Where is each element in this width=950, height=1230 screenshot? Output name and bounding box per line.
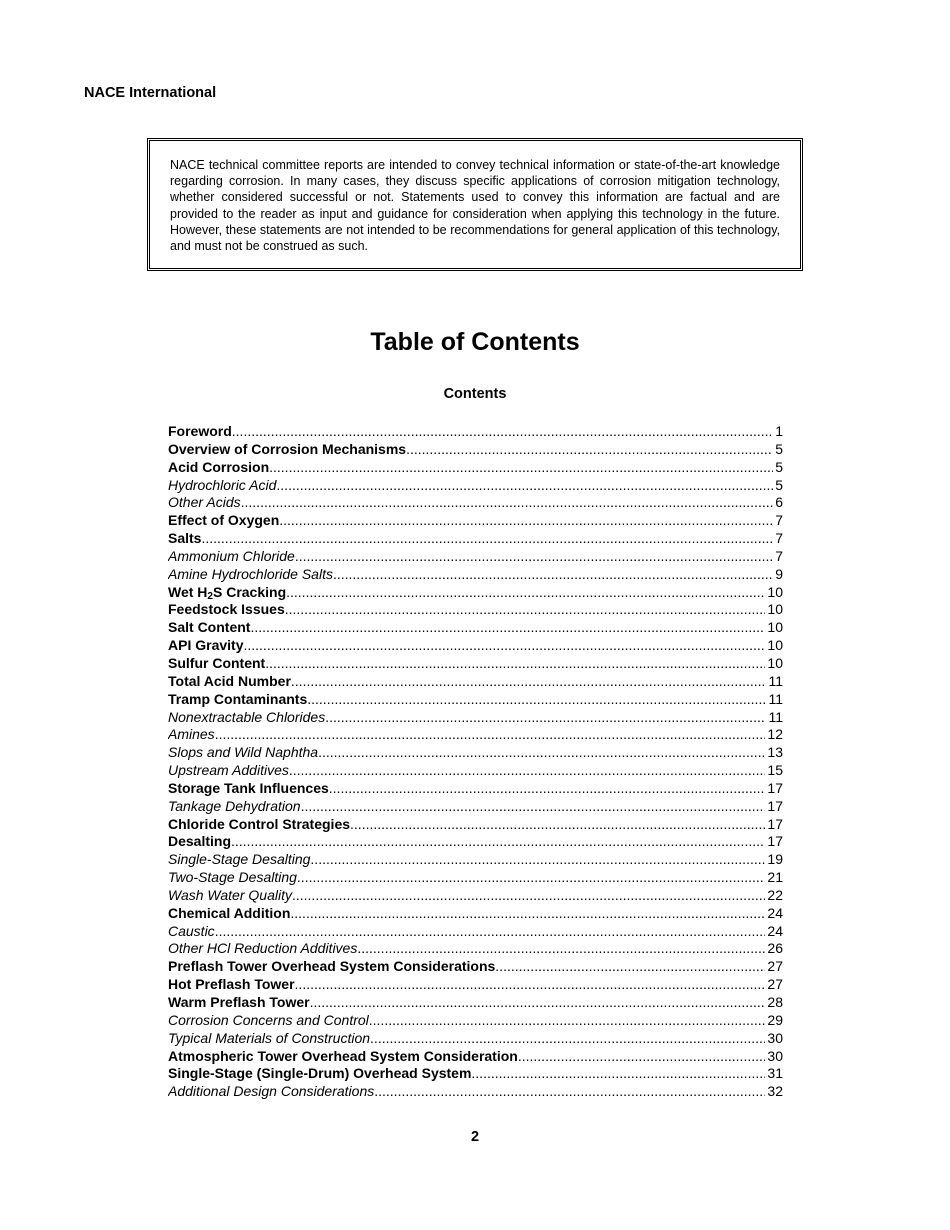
toc-entry-page: 15 [767, 762, 783, 779]
toc-entry-page: 9 [775, 565, 783, 582]
toc-entry[interactable] [168, 798, 783, 816]
toc-dot-leader [291, 673, 767, 691]
toc-entry-title[interactable]: Wash Water Quality [168, 886, 292, 903]
toc-entry-title[interactable]: API Gravity [168, 637, 244, 654]
toc-dot-leader [471, 1065, 765, 1083]
toc-dot-leader [329, 780, 766, 798]
toc-entry[interactable] [168, 940, 783, 958]
toc-entry-title[interactable]: Foreword [168, 423, 232, 439]
toc-dot-leader [269, 459, 773, 477]
toc-entry-title[interactable] [168, 584, 286, 602]
toc-dot-leader [333, 566, 773, 584]
toc-entry-page: 17 [767, 833, 783, 850]
toc-dot-leader [265, 655, 765, 673]
toc-entry-title[interactable]: Other Acids [168, 494, 241, 511]
toc-entry[interactable] [168, 477, 783, 495]
toc-dot-leader [310, 851, 765, 869]
toc-dot-leader [297, 869, 766, 887]
toc-dot-leader [243, 637, 765, 655]
toc-entry[interactable] [168, 780, 783, 798]
toc-dot-leader [276, 477, 773, 495]
toc-entry[interactable] [168, 1065, 783, 1083]
organization-header: NACE International [84, 85, 217, 101]
toc-entry-title[interactable]: Acid Corrosion [168, 458, 270, 475]
toc-entry[interactable] [168, 655, 783, 673]
toc-dot-leader [290, 905, 765, 923]
toc-dot-leader [310, 994, 766, 1012]
toc-entry-page: 31 [767, 1065, 783, 1082]
toc-entry-title[interactable]: Hydrochloric Acid [168, 476, 277, 493]
table-of-contents [168, 423, 783, 1101]
toc-entry-title[interactable]: Sulfur Content [168, 654, 266, 671]
toc-entry[interactable] [168, 958, 783, 976]
toc-entry[interactable] [168, 494, 783, 512]
toc-entry-page: 17 [767, 779, 783, 796]
toc-entry-page: 7 [775, 512, 783, 529]
toc-entry-title[interactable]: Single-Stage Desalting [168, 851, 311, 868]
toc-entry-page: 29 [767, 1011, 783, 1028]
toc-entry-page: 11 [768, 708, 783, 725]
toc-entry-title[interactable]: Storage Tank Influences [168, 779, 329, 796]
toc-entry[interactable] [168, 673, 783, 691]
toc-entry-title[interactable]: Single-Stage (Single-Drum) Overhead System [168, 1065, 472, 1082]
toc-entry[interactable] [168, 923, 783, 941]
toc-entry-page: 5 [775, 440, 783, 457]
toc-entry-page: 19 [767, 851, 783, 868]
toc-dot-leader [325, 709, 766, 727]
toc-dot-leader [518, 1048, 766, 1066]
toc-entry-title[interactable]: Tankage Dehydration [168, 797, 301, 814]
toc-entry-page: 5 [775, 476, 783, 493]
toc-dot-leader [285, 601, 766, 619]
toc-entry[interactable] [168, 512, 783, 530]
toc-dot-leader [215, 726, 766, 744]
toc-entry[interactable] [168, 833, 783, 851]
toc-dot-leader [495, 958, 765, 976]
toc-entry[interactable] [168, 851, 783, 869]
toc-entry-page: 17 [767, 797, 783, 814]
toc-entry-title[interactable]: Effect of Oxygen [168, 512, 280, 529]
toc-entry-page: 28 [767, 994, 783, 1010]
toc-entry-page: 11 [768, 690, 783, 707]
toc-entry-page: 10 [767, 601, 783, 618]
toc-entry[interactable] [168, 1030, 783, 1048]
toc-heading: Contents [443, 386, 507, 402]
page-number: 2 [470, 1129, 480, 1145]
toc-dot-leader [295, 976, 766, 994]
toc-entry-title[interactable]: Salts [168, 530, 202, 547]
toc-entry-page: 17 [767, 815, 783, 832]
toc-entry-title[interactable]: Hot Preflash Tower [168, 976, 295, 993]
toc-dot-leader [318, 744, 765, 762]
toc-entry-title-part: Wet H [168, 583, 208, 600]
toc-entry-page: 24 [767, 904, 783, 921]
toc-entry-page: 26 [767, 940, 783, 957]
toc-entry[interactable] [168, 584, 783, 602]
toc-entry[interactable] [168, 1083, 783, 1101]
toc-dot-leader [292, 887, 765, 905]
toc-entry-page: 30 [767, 1029, 783, 1046]
toc-entry-title[interactable]: Upstream Additives [168, 762, 289, 779]
toc-entry-page: 7 [775, 547, 783, 564]
toc-entry-title[interactable]: Nonextractable Chlorides [168, 708, 326, 725]
toc-dot-leader [357, 940, 765, 958]
toc-entry-title[interactable]: Warm Preflash Tower [168, 994, 310, 1010]
toc-entry-title[interactable]: Tramp Contaminants [168, 690, 308, 707]
toc-dot-leader [231, 833, 765, 851]
toc-entry-title[interactable]: Additional Design Considerations [168, 1083, 375, 1100]
toc-entry-title[interactable]: Desalting [168, 833, 232, 850]
toc-entry[interactable] [168, 709, 783, 727]
toc-entry-page: 10 [767, 654, 783, 671]
toc-dot-leader [350, 816, 765, 834]
toc-dot-leader [374, 1083, 765, 1101]
toc-entry[interactable] [168, 905, 783, 923]
toc-entry[interactable] [168, 887, 783, 905]
toc-entry[interactable] [168, 1048, 783, 1066]
toc-entry-title-part: S Cracking [212, 583, 287, 600]
toc-entry[interactable] [168, 744, 783, 762]
toc-entry[interactable] [168, 637, 783, 655]
page-title: Table of Contents [370, 328, 580, 356]
toc-entry[interactable] [168, 976, 783, 994]
toc-entry-page: 6 [775, 494, 783, 511]
toc-entry-title[interactable]: Chemical Addition [168, 904, 291, 921]
toc-entry[interactable] [168, 726, 783, 744]
toc-entry-page: 10 [767, 619, 783, 636]
toc-dot-leader [215, 923, 766, 941]
toc-dot-leader [241, 494, 774, 512]
toc-dot-leader [232, 423, 773, 441]
toc-dot-leader [286, 584, 765, 602]
toc-entry-page: 22 [767, 886, 783, 903]
toc-entry[interactable] [168, 816, 783, 834]
toc-entry-title[interactable]: Typical Materials of Construction [168, 1029, 371, 1046]
toc-entry-page: 10 [767, 583, 783, 600]
toc-entry-page: 27 [767, 976, 783, 993]
toc-entry-title-subscript: 2 [207, 590, 213, 602]
toc-entry-title[interactable]: Caustic [168, 922, 215, 939]
toc-dot-leader [369, 1012, 766, 1030]
toc-entry-title[interactable]: Amine Hydrochloride Salts [168, 565, 333, 582]
toc-dot-leader [301, 798, 766, 816]
toc-entry-title[interactable]: Feedstock Issues [168, 601, 285, 618]
toc-entry-page: 21 [767, 869, 783, 886]
toc-dot-leader [406, 441, 773, 459]
toc-dot-leader [370, 1030, 765, 1048]
toc-entry-title[interactable]: Slops and Wild Naphtha [168, 744, 319, 761]
disclaimer-text: NACE technical committee reports are intended to convey technical information or state-of-the-art knowledge regarding corrosion. In many cases, they discuss specific applications of corrosion mitigation technology, whether considered successful or not. Statements used to convey this information are factual and are provided to the reader as input and guidance for consideration when applying this technology in the future. However, these statements are not intended to be recommendations for general application of this technology, and must not be construed as such. [170, 158, 780, 254]
toc-entry-title[interactable]: Overview of Corrosion Mechanisms [168, 440, 407, 457]
toc-entry-page: 5 [775, 458, 783, 475]
toc-entry-page: 12 [767, 726, 783, 743]
toc-dot-leader [201, 530, 773, 548]
toc-entry-title[interactable]: Corrosion Concerns and Control [168, 1011, 369, 1028]
toc-entry[interactable] [168, 530, 783, 548]
toc-entry[interactable] [168, 423, 783, 441]
toc-entry-title[interactable]: Preflash Tower Overhead System Considerations [168, 958, 496, 975]
toc-entry-page: 11 [768, 672, 783, 689]
toc-entry-page: 7 [775, 530, 783, 547]
toc-dot-leader [250, 619, 765, 637]
toc-dot-leader [307, 691, 766, 709]
toc-entry-title[interactable]: Total Acid Number [168, 672, 291, 689]
toc-entry[interactable] [168, 548, 783, 566]
toc-entry-page: 10 [767, 637, 783, 654]
toc-entry[interactable] [168, 459, 783, 477]
toc-entry[interactable] [168, 566, 783, 584]
toc-entry-page: 27 [767, 958, 783, 975]
toc-entry-title[interactable]: Amines [168, 726, 215, 743]
disclaimer-box [147, 138, 803, 271]
toc-entry-title[interactable]: Ammonium Chloride [168, 547, 295, 564]
toc-entry[interactable] [168, 762, 783, 780]
toc-entry[interactable] [168, 869, 783, 887]
toc-entry-page: 30 [767, 1047, 783, 1064]
toc-entry-title[interactable]: Salt Content [168, 619, 251, 636]
toc-entry[interactable] [168, 691, 783, 709]
toc-entry-page: 32 [767, 1083, 783, 1100]
toc-entry[interactable] [168, 441, 783, 459]
toc-entry[interactable] [168, 619, 783, 637]
toc-entry-page: 24 [767, 922, 783, 939]
toc-dot-leader [289, 762, 766, 780]
toc-dot-leader [279, 512, 773, 530]
toc-entry-page: 13 [767, 744, 783, 761]
toc-entry-title[interactable]: Other HCl Reduction Additives [168, 940, 358, 957]
toc-entry-page: 1 [775, 423, 783, 439]
toc-entry-title[interactable]: Atmospheric Tower Overhead System Consideration [168, 1047, 518, 1064]
toc-dot-leader [295, 548, 773, 566]
toc-entry[interactable] [168, 994, 783, 1012]
toc-entry[interactable] [168, 1012, 783, 1030]
toc-entry-title[interactable]: Chloride Control Strategies [168, 815, 351, 832]
toc-entry[interactable] [168, 601, 783, 619]
toc-entry-title[interactable]: Two-Stage Desalting [168, 869, 297, 886]
